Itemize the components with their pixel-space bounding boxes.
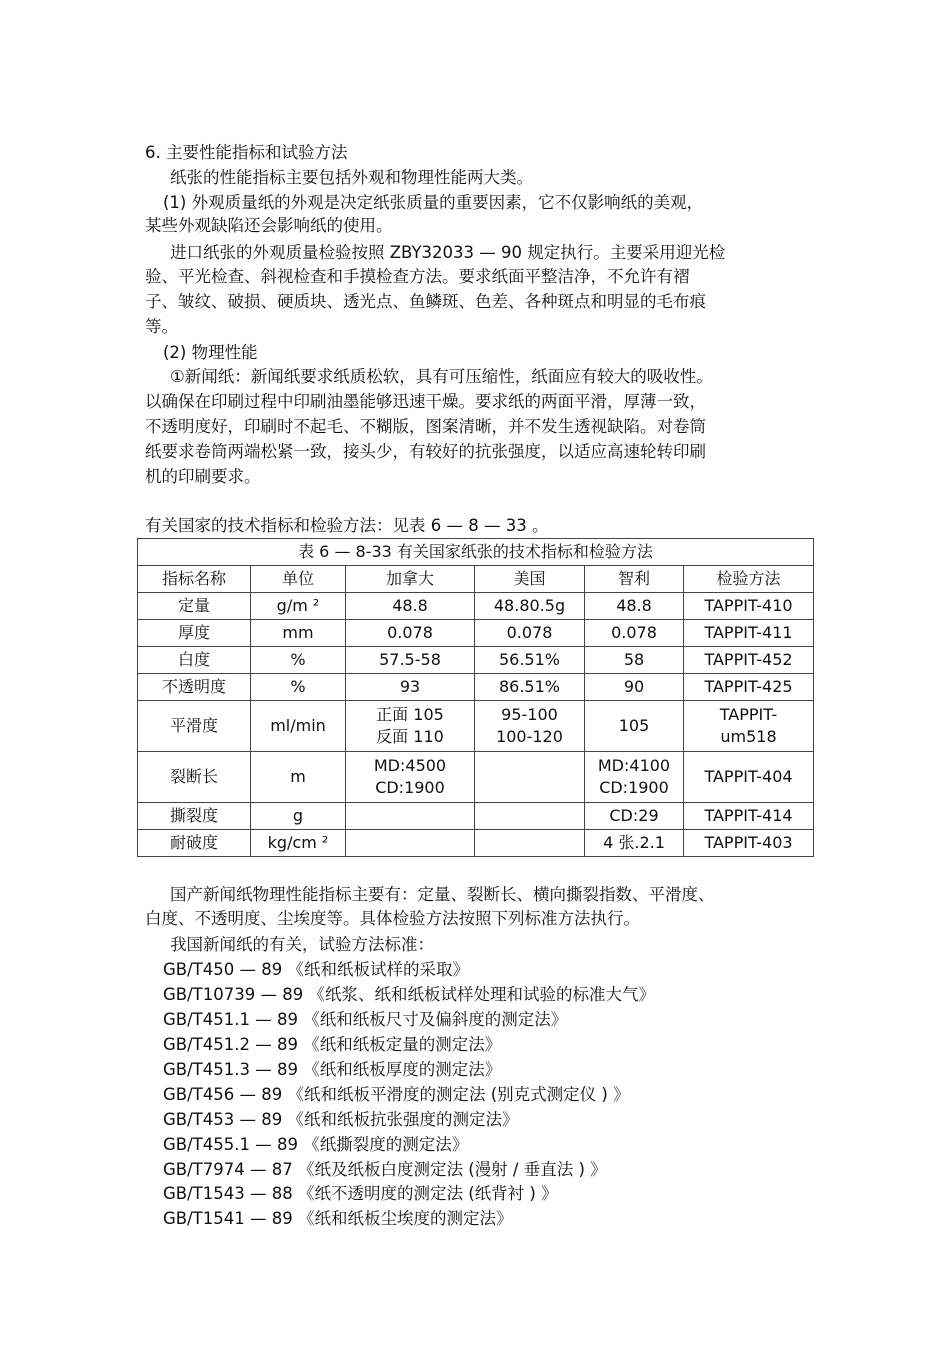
standard-code: GB/T450 xyxy=(163,960,235,979)
table-row xyxy=(138,620,814,647)
standard-code: GB/T455.1 xyxy=(163,1135,250,1154)
standard-item xyxy=(163,984,655,1006)
standard-title: 《纸和纸板平滑度的测定法 (别克式测定仪 ) 》 xyxy=(287,1085,630,1104)
table-cell: m xyxy=(251,752,346,803)
standard-code: GB/T451.2 xyxy=(163,1035,250,1054)
table-cell: 48.8 xyxy=(346,593,475,620)
paragraph-line: 子、皱纹、破损、硬质块、透光点、鱼鳞斑、色差、各种斑点和明显的毛布痕 xyxy=(145,292,706,311)
standard-item xyxy=(163,959,469,981)
table-cell: kg/cm ² xyxy=(251,830,346,857)
table-row xyxy=(138,803,814,830)
paragraph-line: 以确保在印刷过程中印刷油墨能够迅速干燥。要求纸的两面平滑，厚薄一致， xyxy=(145,392,706,411)
cell-line: 正面 105 xyxy=(376,705,444,724)
intro-paragraph: 纸张的性能指标主要包括外观和物理性能两大类。 xyxy=(170,168,533,187)
standard-item xyxy=(163,1034,501,1056)
paragraph-line: 纸要求卷筒两端松紧一致，接头少，有较好的抗张强度，以适应高速轮转印刷 xyxy=(145,442,706,461)
table-cell: 48.8 xyxy=(585,593,684,620)
table-caption: 表 6 — 8-33 有关国家纸张的技术指标和检验方法 xyxy=(138,539,814,566)
table-cell: TAPPIT-411 xyxy=(684,620,814,647)
table-cell: g xyxy=(251,803,346,830)
standard-code: GB/T7974 xyxy=(163,1160,245,1179)
standard-title: 《纸和纸板定量的测定法》 xyxy=(303,1035,502,1054)
table-cell: CD:29 xyxy=(585,803,684,830)
table-row xyxy=(138,647,814,674)
cell-line: 100-120 xyxy=(496,727,563,746)
standard-title: 《纸和纸板抗张强度的测定法》 xyxy=(287,1110,519,1129)
standard-year: — 89 xyxy=(260,985,304,1004)
standard-code: GB/T456 xyxy=(163,1085,235,1104)
table-cell: g/m ² xyxy=(251,593,346,620)
table-cell: 4 张.2.1 xyxy=(585,830,684,857)
standard-item xyxy=(163,1059,501,1081)
paragraph-line: 某些外观缺陷还会影响纸的使用。 xyxy=(145,216,393,235)
table-cell: % xyxy=(251,674,346,701)
standard-year: — 89 xyxy=(250,1209,293,1228)
table-cell: 撕裂度 xyxy=(138,803,251,830)
section-heading: 6. 主要性能指标和试验方法 xyxy=(145,143,348,162)
table-cell: 58 xyxy=(585,647,684,674)
table-reference: 有关国家的技术指标和检验方法：见表 6 — 8 — 33 。 xyxy=(145,516,549,535)
cell-line: um518 xyxy=(720,727,777,746)
column-header: 单位 xyxy=(251,566,346,593)
standard-title: 《纸及纸板白度测定法 (漫射 / 垂直法 ) 》 xyxy=(298,1160,607,1179)
table-cell: TAPPIT-414 xyxy=(684,803,814,830)
paragraph-line: 我国新闻纸的有关，试验方法标准： xyxy=(170,935,434,954)
standard-item xyxy=(163,1183,558,1205)
standard-title: 《纸不透明度的测定法 (纸背衬 ) 》 xyxy=(298,1184,558,1203)
table-cell xyxy=(684,701,814,752)
column-header: 检验方法 xyxy=(684,566,814,593)
standard-item xyxy=(163,1009,567,1031)
standard-code: GB/T1541 xyxy=(163,1209,245,1228)
table-cell: 57.5-58 xyxy=(346,647,475,674)
standard-item xyxy=(163,1134,468,1156)
table-header-row xyxy=(138,566,814,593)
cell-line: 反面 110 xyxy=(376,727,444,746)
table-cell: 白度 xyxy=(138,647,251,674)
standard-title: 《纸和纸板尺寸及偏斜度的测定法》 xyxy=(303,1010,568,1029)
table-row xyxy=(138,593,814,620)
cell-line: TAPPIT- xyxy=(719,705,778,724)
paragraph-line: 不透明度好，印刷时不起毛、不糊版，图案清晰，并不发生透视缺陷。对卷筒 xyxy=(145,417,706,436)
column-header: 智利 xyxy=(585,566,684,593)
table-cell xyxy=(475,701,585,752)
table-row xyxy=(138,752,814,803)
cell-line: CD:1900 xyxy=(375,778,445,797)
standard-year: — 89 xyxy=(239,960,283,979)
table-cell: 0.078 xyxy=(585,620,684,647)
standard-title: 《纸和纸板试样的采取》 xyxy=(287,960,469,979)
table-cell: 不透明度 xyxy=(138,674,251,701)
table-cell: 105 xyxy=(585,701,684,752)
table-cell: TAPPIT-403 xyxy=(684,830,814,857)
table-cell: 93 xyxy=(346,674,475,701)
table-cell: TAPPIT-452 xyxy=(684,647,814,674)
standard-year: — 89 xyxy=(255,1035,298,1054)
standard-code: GB/T451.1 xyxy=(163,1010,250,1029)
cell-line: 95-100 xyxy=(501,705,558,724)
table-cell: 48.80.5g xyxy=(475,593,585,620)
table-cell: ml/min xyxy=(251,701,346,752)
table-cell xyxy=(346,803,475,830)
standard-code: GB/T453 xyxy=(163,1110,235,1129)
paragraph-line: 验、平光检查、斜视检查和手摸检查方法。要求纸面平整洁净，不允许有褶 xyxy=(145,267,690,286)
standard-code: GB/T451.3 xyxy=(163,1060,250,1079)
table-cell xyxy=(475,830,585,857)
table-cell: 厚度 xyxy=(138,620,251,647)
column-header: 指标名称 xyxy=(138,566,251,593)
table-cell: % xyxy=(251,647,346,674)
paragraph-line: 等。 xyxy=(145,317,178,336)
table-cell xyxy=(475,803,585,830)
table-row xyxy=(138,701,814,752)
standard-year: — 87 xyxy=(250,1160,293,1179)
table-cell: TAPPIT-425 xyxy=(684,674,814,701)
standard-item xyxy=(163,1159,607,1181)
standard-year: — 88 xyxy=(250,1184,293,1203)
standard-item xyxy=(163,1084,630,1106)
table-cell: 90 xyxy=(585,674,684,701)
standard-code: GB/T1543 xyxy=(163,1184,245,1203)
table-row xyxy=(138,674,814,701)
paragraph-line: 国产新闻纸物理性能指标主要有：定量、裂断长、横向撕裂指数、平滑度、 xyxy=(170,885,715,904)
cell-line: CD:1900 xyxy=(599,778,669,797)
standard-item xyxy=(163,1109,519,1131)
table-cell: TAPPIT-404 xyxy=(684,752,814,803)
cell-line: MD:4500 xyxy=(373,756,447,775)
paragraph-line: 机的印刷要求。 xyxy=(145,467,261,486)
standard-year: — 89 xyxy=(255,1060,298,1079)
standard-title: 《纸浆、纸和纸板试样处理和试验的标准大气》 xyxy=(308,985,655,1004)
table-cell xyxy=(346,752,475,803)
standard-code: GB/T10739 xyxy=(163,985,256,1004)
table-cell: 0.078 xyxy=(346,620,475,647)
table-cell xyxy=(585,752,684,803)
table-cell: 定量 xyxy=(138,593,251,620)
table-cell: mm xyxy=(251,620,346,647)
paragraph-line: (1) 外观质量纸的外观是决定纸张质量的重要因素，它不仅影响纸的美观， xyxy=(163,193,704,212)
standard-year: — 89 xyxy=(255,1135,298,1154)
table-cell: 耐破度 xyxy=(138,830,251,857)
standard-item xyxy=(163,1208,513,1230)
paragraph-line: ①新闻纸：新闻纸要求纸质松软，具有可压缩性，纸面应有较大的吸收性。 xyxy=(170,367,713,386)
table-cell: TAPPIT-410 xyxy=(684,593,814,620)
table-cell xyxy=(346,701,475,752)
standard-title: 《纸和纸板厚度的测定法》 xyxy=(303,1060,502,1079)
paragraph-line: 进口纸张的外观质量检验按照 ZBY32033 — 90 规定执行。主要采用迎光检 xyxy=(170,243,726,262)
table-cell: 86.51% xyxy=(475,674,585,701)
paragraph-line: 白度、不透明度、尘埃度等。具体检验方法按照下列标准方法执行。 xyxy=(145,909,640,928)
table-cell xyxy=(346,830,475,857)
standard-year: — 89 xyxy=(239,1085,283,1104)
table-cell xyxy=(475,752,585,803)
column-header: 美国 xyxy=(475,566,585,593)
table-cell: 56.51% xyxy=(475,647,585,674)
table-cell: 0.078 xyxy=(475,620,585,647)
spec-table xyxy=(137,538,814,857)
table-cell: 裂断长 xyxy=(138,752,251,803)
table-row xyxy=(138,830,814,857)
standard-title: 《纸和纸板尘埃度的测定法》 xyxy=(298,1209,513,1228)
subsection-heading: (2) 物理性能 xyxy=(163,343,258,362)
table-cell: 平滑度 xyxy=(138,701,251,752)
column-header: 加拿大 xyxy=(346,566,475,593)
standard-year: — 89 xyxy=(255,1010,298,1029)
standard-year: — 89 xyxy=(239,1110,283,1129)
cell-line: MD:4100 xyxy=(597,756,671,775)
standard-title: 《纸撕裂度的测定法》 xyxy=(303,1135,469,1154)
